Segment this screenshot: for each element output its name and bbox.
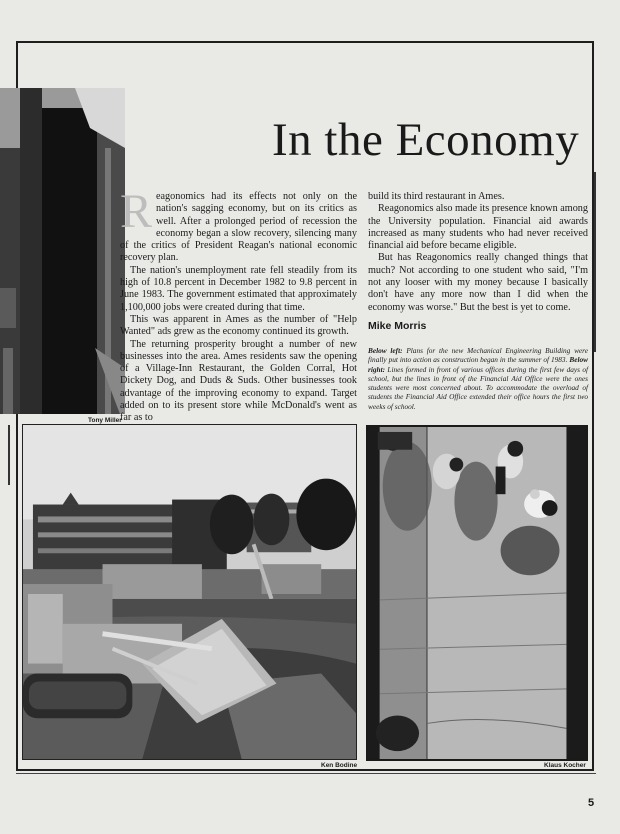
article-paragraph: Reagonomics had its effects not only on the nation's sagging economy, but on its critics as well. After a prolonged period of recession the economy began a slow recovery, silencing many of the critics of President Reagan's national economic recovery plan.: [120, 185, 357, 264]
photo-top-left: [0, 88, 125, 414]
article-paragraph: Reagonomics also made its presence known among the University population. Financial aid awards increased as many students who had never received financial aid before became eligible.: [368, 203, 588, 252]
caption-text-right: Lines formed in front of various offices during the first few days of school, but the lines in front of the Financial Aid Office were the ones students were most concerned about. To accommodate the overload of students the Financial Aid Office extended their office hours the first two weeks of school.: [368, 364, 588, 411]
photo-financial-aid-line: [366, 425, 588, 761]
frame-bottom-rule: [16, 773, 596, 774]
drop-cap: R: [120, 185, 153, 238]
caption-label-right: Below right:: [368, 355, 588, 374]
photo-caption: [368, 346, 588, 411]
photo-construction-site: [22, 424, 357, 760]
article-column-1: [120, 185, 357, 425]
caption-label-left: Below left:: [368, 346, 403, 355]
left-edge-rule: [8, 425, 10, 485]
page-title: In the Economy: [272, 114, 580, 166]
article-paragraph: The returning prosperity brought a number of new businesses into the area. Ames residents saw the opening of a Village-Inn Restaurant, the Golden Corral, Hot Dickety Dog, and Duds & Suds. Other businesses took advantage of the improving economy to expand. Target added on to its present store while McDonald's went as far as to: [120, 338, 357, 424]
article-paragraph: But has Reagonomics really changed things that much? Not according to one student who said, "I'm not any looser with my money because I basically don't have any more now than I did when the economy was worse." But the best is yet to come.: [368, 252, 588, 313]
photo-credit-bottom-left: Ken Bodine: [321, 762, 358, 769]
title-side-rule: [594, 172, 596, 352]
caption-text-left: Plans for the new Mechanical Engineering Building were finally put into action as construction began in the summer of 1983.: [368, 346, 588, 365]
photo-credit-top-left: Tony Miller: [88, 417, 122, 424]
page-number: 5: [588, 797, 595, 809]
article-paragraph: The nation's unemployment rate fell steadily from its high of 10.8 percent in December 1982 to 9.8 percent in June 1983. The government estimated that approximately 1,100,000 jobs were created during that time.: [120, 264, 357, 313]
byline: Mike Morris: [368, 320, 427, 332]
article-column-2: [368, 191, 588, 314]
article-paragraph: build its third restaurant in Ames.: [368, 191, 505, 202]
article-paragraph: This was apparent in Ames as the number of "Help Wanted" ads grew as the economy continued its growth.: [120, 313, 357, 338]
photo-credit-bottom-right: Klaus Kocher: [544, 762, 586, 769]
